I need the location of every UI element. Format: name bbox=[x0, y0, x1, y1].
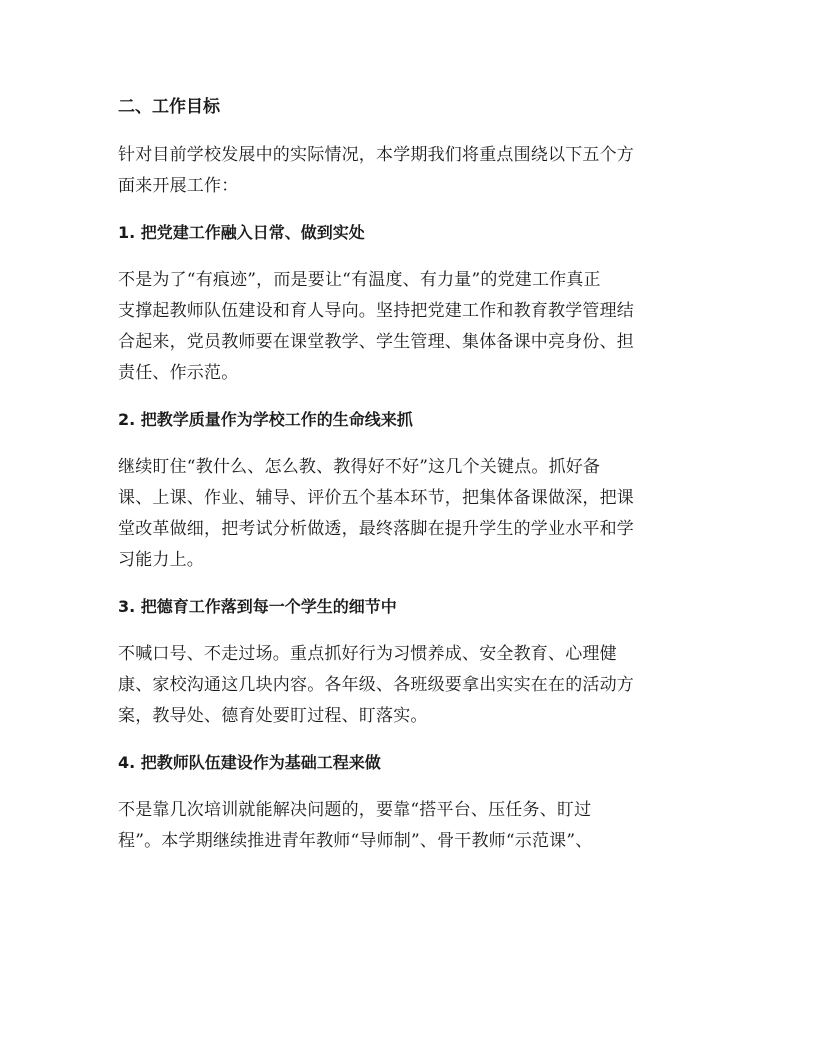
document-page bbox=[118, 92, 700, 873]
item-1-paragraph bbox=[118, 265, 700, 389]
section-title: 二、工作目标 bbox=[118, 97, 220, 117]
item-3-heading: 3. 把德育工作落到每一个学生的细节中 bbox=[118, 597, 397, 616]
paragraph-line: 康、家校沟通这几块内容。各年级、各班级要拿出实实在在的活动方 bbox=[118, 675, 634, 695]
item-1-heading: 1. 把党建工作融入日常、做到实处 bbox=[118, 223, 365, 242]
item-2-paragraph bbox=[118, 452, 700, 576]
intro-line: 针对目前学校发展中的实际情况，本学期我们将重点围绕以下五个方 bbox=[118, 145, 634, 165]
paragraph-line: 堂改革做细，把考试分析做透，最终落脚在提升学生的学业水平和学 bbox=[118, 519, 634, 539]
item-2-heading: 2. 把教学质量作为学校工作的生命线来抓 bbox=[118, 410, 413, 429]
paragraph-line: 责任、作示范。 bbox=[118, 363, 239, 383]
paragraph-line: 习能力上。 bbox=[118, 550, 204, 570]
item-4-heading: 4. 把教师队伍建设作为基础工程来做 bbox=[118, 753, 381, 772]
paragraph-line: 案，教导处、德育处要盯过程、盯落实。 bbox=[118, 706, 428, 726]
item-3-paragraph bbox=[118, 639, 700, 732]
paragraph-line: 不是为了“有痕迹”，而是要让“有温度、有力量”的党建工作真正 bbox=[118, 270, 601, 290]
paragraph-line: 继续盯住“教什么、怎么教、教得好不好”这几个关键点。抓好备 bbox=[118, 457, 601, 477]
paragraph-line: 不是靠几次培训就能解决问题的，要靠“搭平台、压任务、盯过 bbox=[118, 800, 592, 820]
paragraph-line: 课、上课、作业、辅导、评价五个基本环节，把集体备课做深，把课 bbox=[118, 488, 634, 508]
item-4-paragraph bbox=[118, 795, 700, 857]
paragraph-line: 程”。本学期继续推进青年教师“导师制”、骨干教师“示范课”、 bbox=[118, 831, 593, 851]
intro-paragraph bbox=[118, 140, 700, 202]
intro-line: 面来开展工作： bbox=[118, 176, 239, 196]
paragraph-line: 不喊口号、不走过场。重点抓好行为习惯养成、安全教育、心理健 bbox=[118, 644, 617, 664]
paragraph-line: 支撑起教师队伍建设和育人导向。坚持把党建工作和教育教学管理结 bbox=[118, 301, 634, 321]
paragraph-line: 合起来，党员教师要在课堂教学、学生管理、集体备课中亮身份、担 bbox=[118, 332, 634, 352]
